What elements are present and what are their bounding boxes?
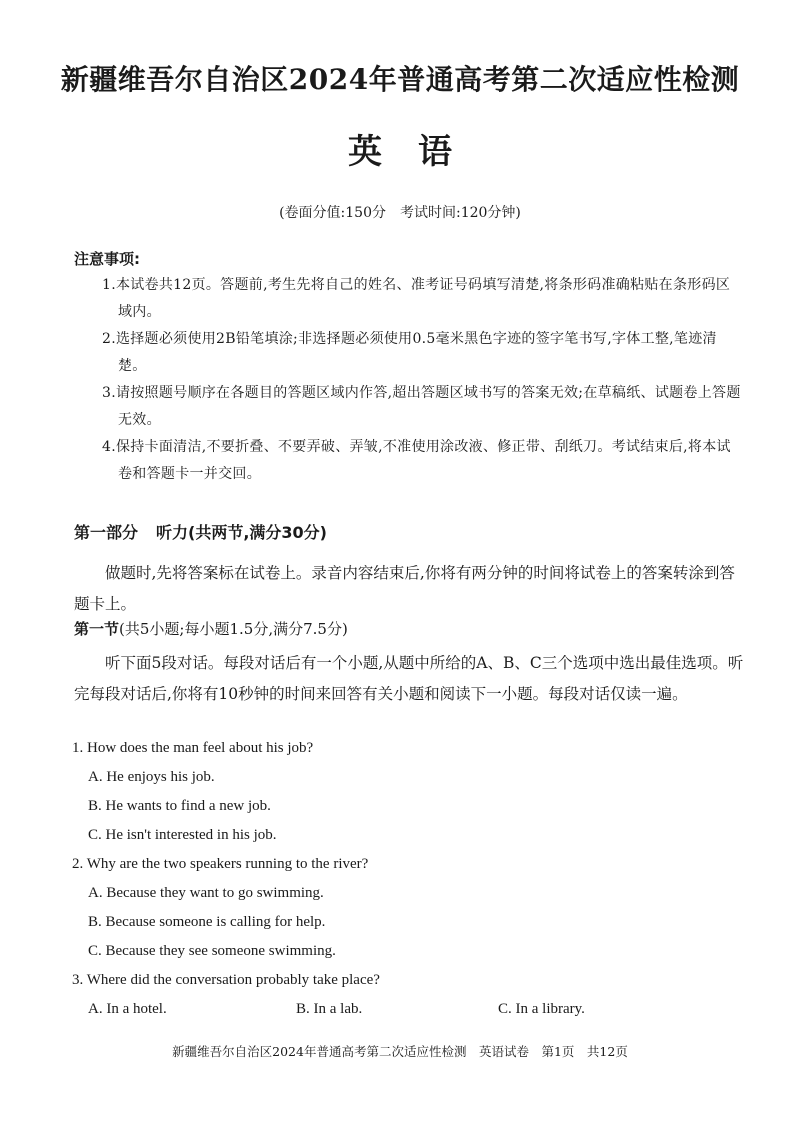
section-desc: (共5小题;每小题1.5分,满分7.5分) xyxy=(119,620,348,638)
question-option: C. He isn't interested in his job. xyxy=(88,827,277,843)
section-instructions: 听下面5段对话。每段对话后有一个小题,从题中所给的A、B、C三个选项中选出最佳选项。听完每段对话后,你将有10秒钟的时间来回答有关小题和阅读下一小题。每段对话仅读一遍。 xyxy=(74,654,744,703)
question-option: A. Because they want to go swimming. xyxy=(88,885,324,901)
notice-list xyxy=(102,272,742,488)
question-stem: 2. Why are the two speakers running to the river? xyxy=(72,856,369,872)
question-list xyxy=(72,734,752,1024)
question-stem: 3. Where did the conversation probably take place? xyxy=(72,972,380,988)
question-option: B. He wants to find a new job. xyxy=(88,798,271,814)
subject-char: 语 xyxy=(418,132,452,172)
section-heading xyxy=(74,618,348,639)
question-option: A. In a hotel. xyxy=(88,1001,167,1017)
question-options-row xyxy=(72,995,752,1024)
question-option: C. Because they see someone swimming. xyxy=(88,943,336,959)
notice-item: 4.保持卡面清洁,不要折叠、不要弄破、弄皱,不准使用涂改液、修正带、刮纸刀。考试结束后,将本试卷和答题卡一并交回。 xyxy=(102,439,731,482)
notice-item: 3.请按照题号顺序在各题目的答题区域内作答,超出答题区域书写的答案无效;在草稿纸、试题卷上答题无效。 xyxy=(102,385,741,428)
question-option: A. He enjoys his job. xyxy=(88,769,215,785)
question-option: B. Because someone is calling for help. xyxy=(88,914,326,930)
notice-title: 注意事项: xyxy=(74,250,140,268)
part-label: 第一部分 xyxy=(74,523,139,542)
exam-meta: (卷面分值:150分 考试时间:120分钟) xyxy=(279,205,521,221)
subject-title xyxy=(0,124,800,173)
question xyxy=(72,850,752,966)
notice-item: 2.选择题必须使用2B铅笔填涂;非选择题必须使用0.5毫米黑色字迹的签字笔书写,字体工整,笔迹清楚。 xyxy=(102,331,717,374)
question-stem: 1. How does the man feel about his job? xyxy=(72,740,314,756)
part-heading xyxy=(74,520,327,543)
exam-title: 新疆维吾尔自治区2024年普通高考第二次适应性检测 xyxy=(60,63,740,96)
question-option: B. In a lab. xyxy=(296,1001,363,1017)
part-name: 听力(共两节,满分30分) xyxy=(156,523,327,542)
question-option: C. In a library. xyxy=(498,1001,585,1017)
section-label: 第一节 xyxy=(74,620,120,638)
question xyxy=(72,966,752,1024)
part-intro: 做题时,先将答案标在试卷上。录音内容结束后,你将有两分钟的时间将试卷上的答案转涂到答题卡上。 xyxy=(74,564,735,613)
page-footer: 新疆维吾尔自治区2024年普通高考第二次适应性检测 英语试卷 第1页 共12页 xyxy=(172,1044,628,1059)
subject-char: 英 xyxy=(348,132,382,172)
notice-item: 1.本试卷共12页。答题前,考生先将自己的姓名、准考证号码填写清楚,将条形码准确粘贴在条形码区域内。 xyxy=(102,277,731,320)
question xyxy=(72,734,752,850)
